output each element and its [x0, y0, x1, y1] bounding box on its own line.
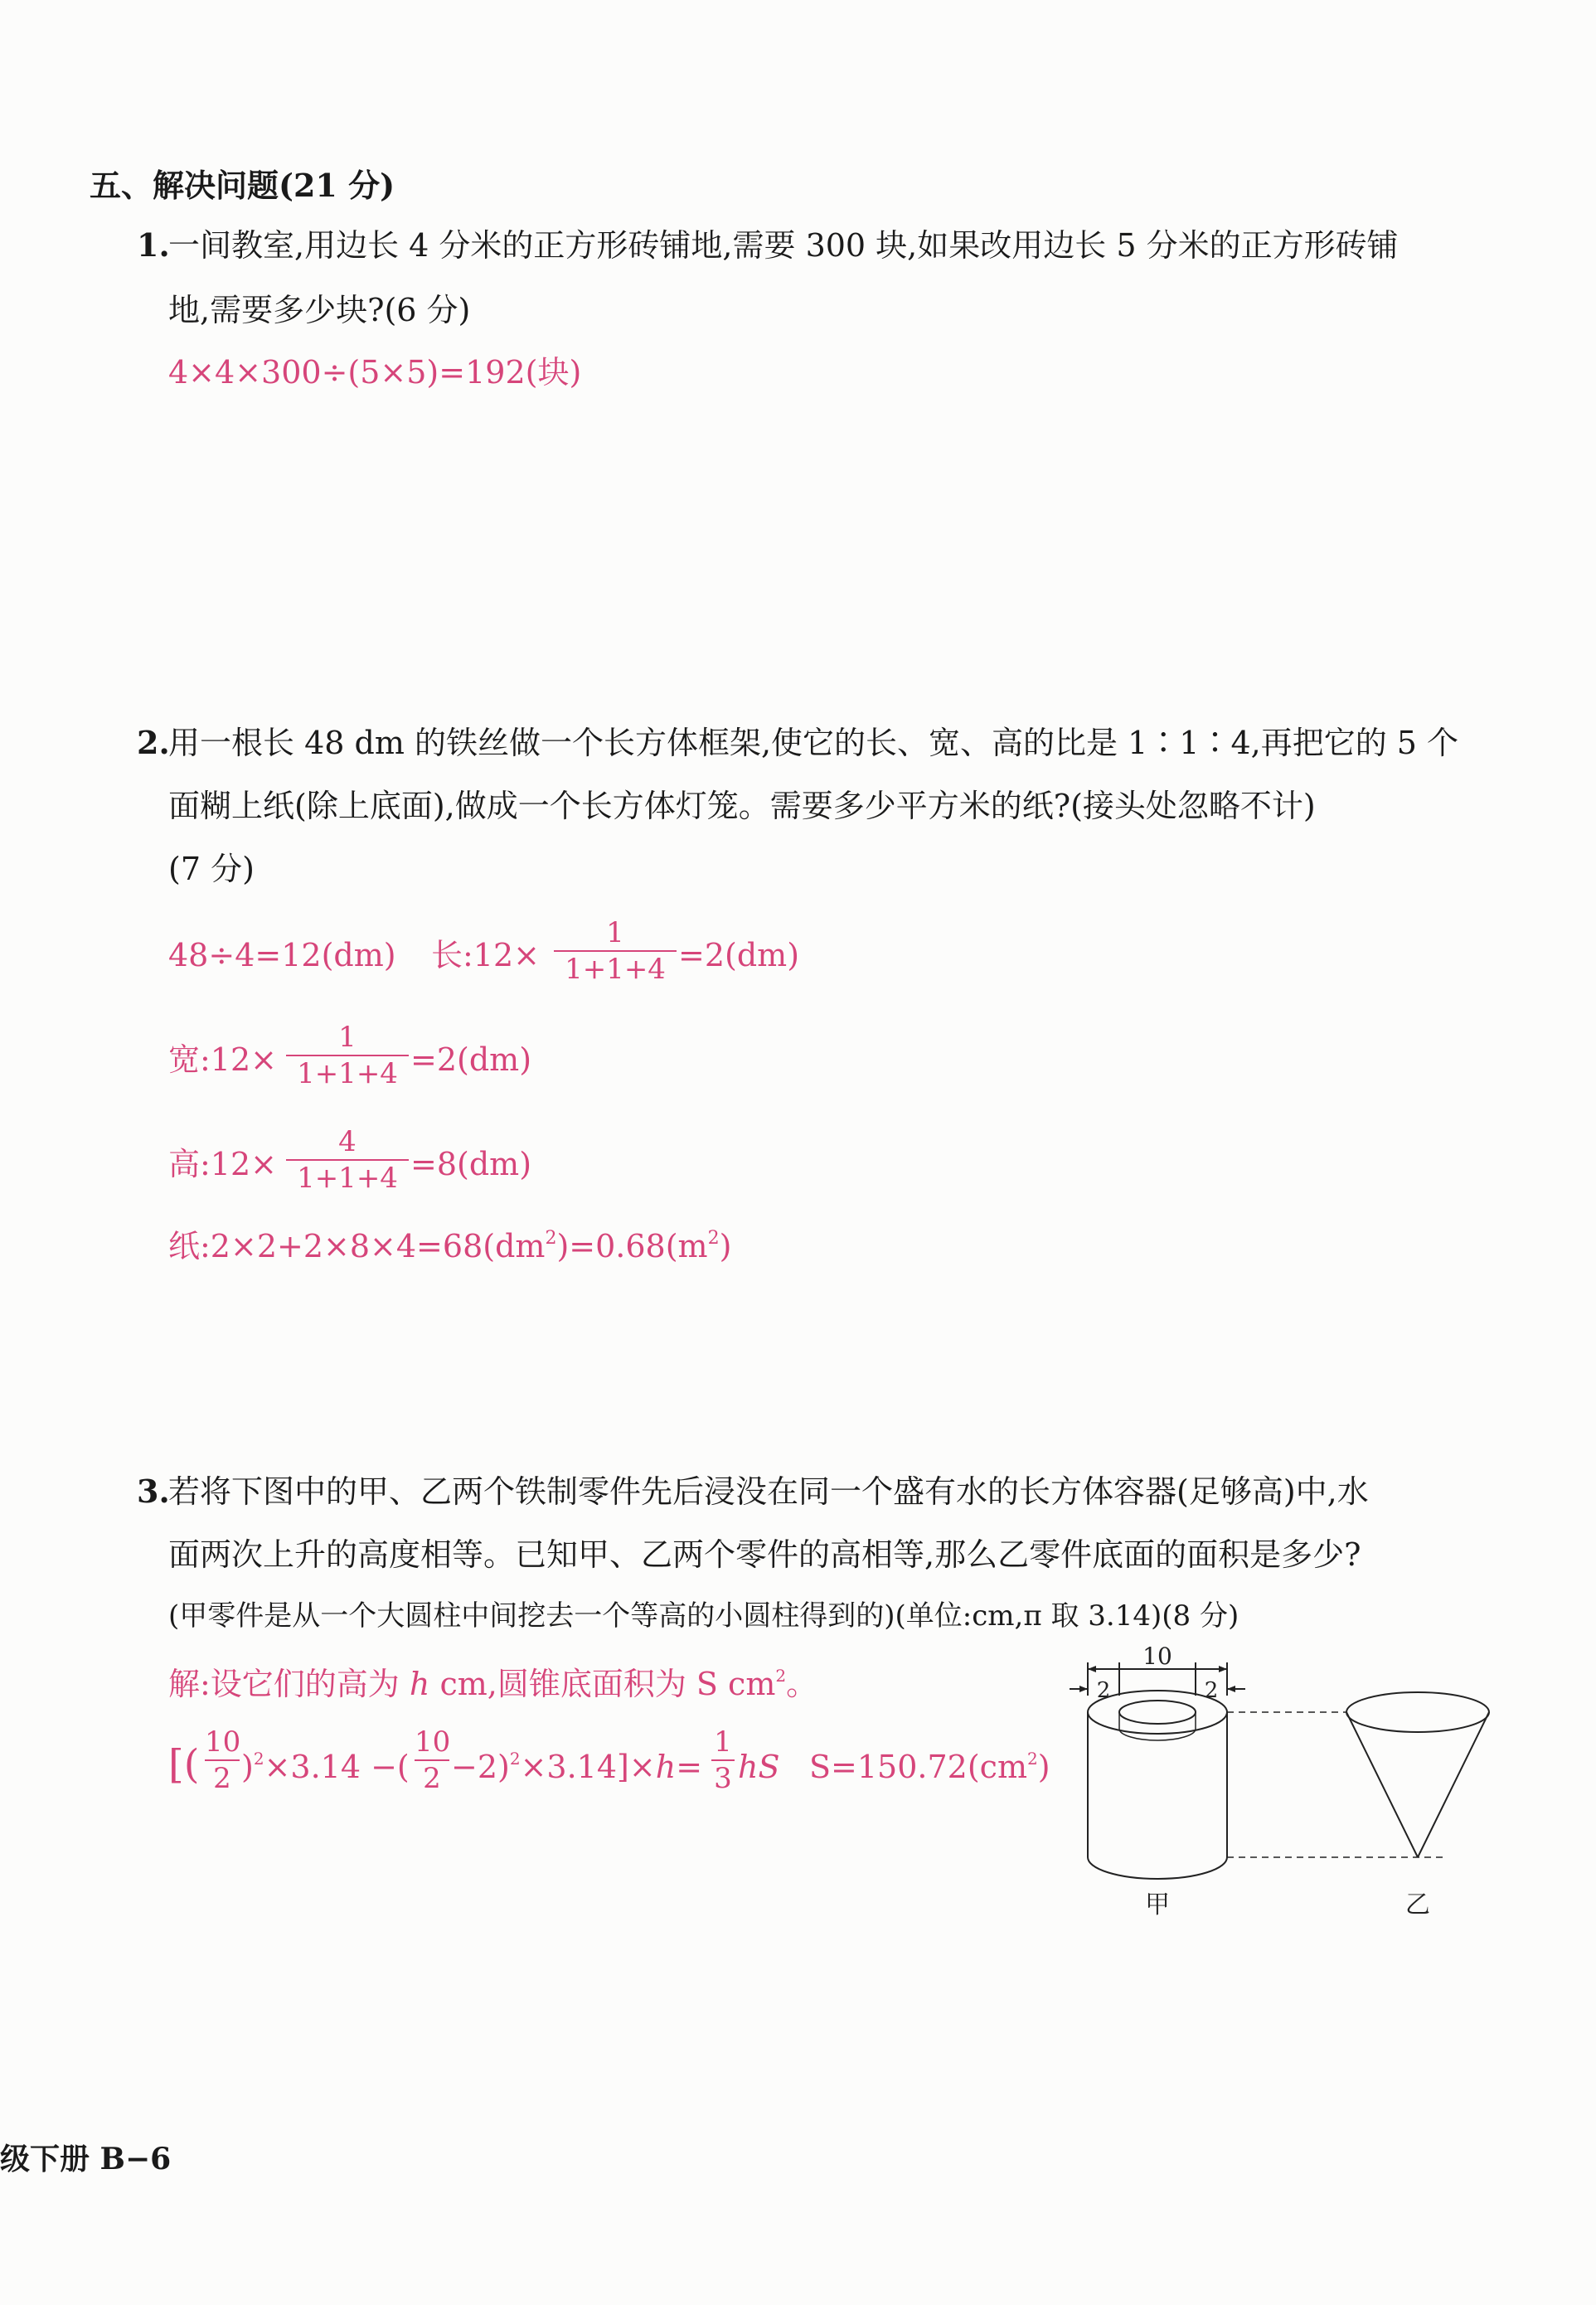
arrow-head	[1079, 1686, 1088, 1692]
question-text-line: 若将下图中的甲、乙两个铁制零件先后浸没在同一个盛有水的长方体容器(足够高)中,水	[168, 1473, 1369, 1510]
dimension-label-left: 2	[1096, 1678, 1111, 1703]
solution-line	[168, 1668, 817, 1700]
fraction-bar	[711, 1759, 735, 1761]
fraction	[415, 1725, 451, 1795]
parts-figure	[1053, 1646, 1517, 1928]
fraction-denominator: 1+1+4	[297, 1057, 398, 1090]
fraction-bar	[554, 950, 677, 952]
answer-text: 解:设它们的高为	[168, 1666, 410, 1702]
hole-inner-wall	[1119, 1712, 1196, 1740]
answer-text: =8(dm)	[410, 1146, 532, 1182]
answer-text: 长:12×	[431, 937, 540, 973]
superscript: 2	[545, 1228, 557, 1249]
fraction-numerator: 1	[338, 1021, 357, 1054]
superscript: 2	[1026, 1749, 1038, 1769]
answer-text: ×3.14]×	[520, 1749, 656, 1785]
answer-line	[451, 1751, 702, 1783]
answer-text: =	[676, 1749, 703, 1785]
answer-text: )	[1037, 1749, 1050, 1785]
fraction-bar	[286, 1159, 409, 1161]
hole-top-ellipse	[1119, 1701, 1196, 1724]
answer-text: 。	[786, 1666, 818, 1702]
question-text-line: 一间教室,用边长 4 分米的正方形砖铺地,需要 300 块,如果改用边长 5 分米的正方形砖铺	[168, 227, 1399, 264]
dimension-label-right: 2	[1204, 1678, 1219, 1703]
fraction-numerator: 10	[205, 1725, 241, 1759]
figure-label-yi: 乙	[1405, 1890, 1430, 1919]
variable-h: h	[409, 1666, 430, 1702]
fraction-denominator: 2	[213, 1762, 231, 1795]
answer-result	[809, 1751, 1050, 1783]
fraction	[554, 916, 677, 986]
answer-text: 48÷4=12(dm)	[168, 937, 396, 973]
fraction-denominator: 1+1+4	[297, 1162, 398, 1195]
answer-text: 宽:12×	[168, 1041, 277, 1078]
answer-text: =2(dm)	[678, 937, 800, 973]
superscript: 2	[775, 1666, 787, 1686]
arrow-head	[1219, 1666, 1227, 1672]
answer-text: 纸:2×2+2×8×4=68(dm	[168, 1228, 546, 1264]
superscript: 2	[253, 1749, 264, 1769]
answer-line	[168, 1230, 731, 1262]
question-text-line: (甲零件是从一个大圆柱中间挖去一个等高的小圆柱得到的)(单位:cm,π 取 3.14)(8 分)	[168, 1599, 1239, 1633]
arrow-head	[1088, 1666, 1096, 1672]
arrow-head	[1227, 1686, 1235, 1692]
fraction	[205, 1725, 241, 1795]
fraction-numerator: 1	[714, 1725, 732, 1759]
answer-text: cm,圆锥底面积为 S cm	[429, 1666, 776, 1702]
fraction-bar	[205, 1759, 240, 1761]
cylinder-bottom-arc	[1088, 1857, 1227, 1879]
question-text-line: (7 分)	[168, 851, 255, 887]
fraction-denominator: 2	[423, 1762, 441, 1795]
dimension-label-top: 10	[1142, 1646, 1172, 1670]
answer-text: −2)	[451, 1749, 510, 1785]
fraction-bar	[415, 1759, 449, 1761]
question-text-line: 用一根长 48 dm 的铁丝做一个长方体框架,使它的长、宽、高的比是 1∶1∶4,再把它的 5 个	[168, 725, 1459, 761]
fraction-bar	[286, 1055, 409, 1056]
fraction	[286, 1125, 409, 1195]
answer-text: =2(dm)	[410, 1041, 532, 1078]
answer-text: 高:12×	[168, 1146, 277, 1182]
answer-text: )=0.68(m	[556, 1228, 708, 1264]
answer-text: ×3.14 −(	[264, 1749, 410, 1785]
cone-side	[1418, 1712, 1489, 1857]
superscript: 2	[509, 1749, 521, 1769]
question-number: 3.	[137, 1473, 170, 1510]
variable-h: h	[655, 1749, 677, 1785]
section-title: 五、解决问题(21 分)	[90, 167, 395, 204]
fraction	[711, 1725, 735, 1795]
fraction-numerator: 4	[338, 1125, 357, 1158]
answer-text: )	[719, 1228, 732, 1264]
fraction-numerator: 10	[415, 1725, 451, 1759]
cone-base-ellipse	[1346, 1692, 1489, 1732]
question-number: 2.	[137, 724, 170, 761]
bracket-open: [(	[168, 1741, 200, 1788]
fraction-denominator: 3	[714, 1762, 732, 1795]
question-text-line: 地,需要多少块?(6 分)	[168, 292, 471, 328]
answer-line: 4×4×300÷(5×5)=192(块)	[168, 354, 582, 391]
superscript: 2	[707, 1228, 720, 1249]
figure-label-jia: 甲	[1145, 1890, 1170, 1919]
fraction-denominator: 1+1+4	[565, 953, 666, 986]
question-number: 1.	[137, 226, 170, 264]
page-footer: 级下册 B−6	[0, 2142, 172, 2176]
question-text-line: 面糊上纸(除上底面),做成一个长方体灯笼。需要多少平方米的纸?(接头处忽略不计)	[168, 788, 1316, 824]
answer-text: hS	[738, 1749, 780, 1785]
cone-side	[1346, 1712, 1418, 1857]
answer-line	[241, 1751, 410, 1783]
answer-text: )	[241, 1749, 254, 1785]
question-text-line: 面两次上升的高度相等。已知甲、乙两个零件的高相等,那么乙零件底面的面积是多少?	[168, 1536, 1361, 1573]
fraction	[286, 1023, 409, 1088]
fraction-numerator: 1	[606, 916, 624, 949]
answer-text: S=150.72(cm	[809, 1749, 1027, 1785]
